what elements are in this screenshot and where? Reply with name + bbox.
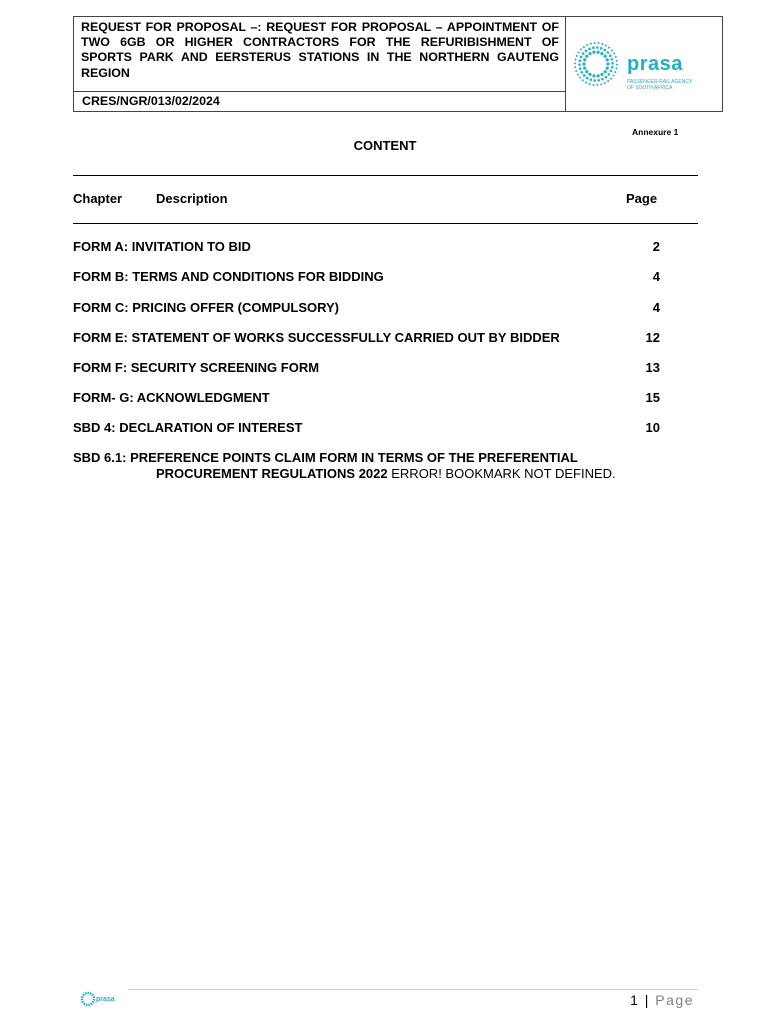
document-title: REQUEST FOR PROPOSAL –: REQUEST FOR PROPOSAL – APPOINTMENT OF TWO 6GB OR HIGHER CONTRACTORS FOR THE REFURIBISHMENT OF SPORTS PARK AND EERSTERUS STATIONS IN THE NORTHERN GAUTENG REGION xyxy=(74,17,566,91)
page-separator: | xyxy=(639,992,656,1008)
toc-item-continuation xyxy=(73,466,673,482)
toc-item-page: 2 xyxy=(652,239,660,254)
toc-item-sbd61[interactable] xyxy=(73,450,673,482)
document-header xyxy=(73,16,723,112)
toc-item-label: FORM E: STATEMENT OF WORKS SUCCESSFULLY CARRIED OUT BY BIDDER xyxy=(73,330,560,345)
annexure-label: Annexure 1 xyxy=(632,127,679,137)
toc-item-page: 4 xyxy=(652,269,660,284)
toc-item-label: SBD 6.1: PREFERENCE POINTS CLAIM FORM IN TERMS OF THE PREFERENTIAL xyxy=(73,450,578,465)
toc-item-page: 13 xyxy=(645,360,660,375)
footer-rule xyxy=(128,989,698,990)
toc-item-label: SBD 4: DECLARATION OF INTEREST xyxy=(73,420,303,435)
table-header-rule xyxy=(73,223,698,224)
toc-item-page: 10 xyxy=(645,420,660,435)
footer-prasa-logo xyxy=(80,990,122,1010)
footer-logo-word: prasa xyxy=(96,996,115,1003)
toc-item-label: FORM F: SECURITY SCREENING FORM xyxy=(73,360,320,375)
prasa-logo xyxy=(567,17,722,111)
toc-item-page: 4 xyxy=(652,300,660,315)
table-top-rule xyxy=(73,175,698,176)
toc-item-label: FORM- G: ACKNOWLEDGMENT xyxy=(73,390,270,405)
column-description: Description xyxy=(156,191,228,206)
toc-item-page: 15 xyxy=(645,390,660,405)
column-chapter: Chapter xyxy=(73,191,123,206)
page-number-value: 1 xyxy=(630,992,640,1008)
bookmark-error-text: ERROR! BOOKMARK NOT DEFINED. xyxy=(387,466,616,481)
logo-wordmark: prasa xyxy=(627,53,683,75)
content-heading: CONTENT xyxy=(353,138,417,153)
toc-item-page: 12 xyxy=(645,330,660,345)
column-page: Page xyxy=(626,191,658,206)
toc-item-label-cont: PROCUREMENT REGULATIONS 2022 xyxy=(156,466,388,481)
toc-item-label: FORM B: TERMS AND CONDITIONS FOR BIDDING xyxy=(73,269,384,284)
page-word: Page xyxy=(655,992,694,1008)
reference-number: CRES/NGR/013/02/2024 xyxy=(74,91,566,111)
toc-item-label: FORM C: PRICING OFFER (COMPULSORY) xyxy=(73,300,340,315)
prasa-sun-icon xyxy=(572,40,620,88)
page-number xyxy=(630,992,694,1008)
logo-subtitle: PASSENGER RAIL AGENCY OF SOUTH AFRICA xyxy=(627,79,693,91)
toc-item-label: FORM A: INVITATION TO BID xyxy=(73,239,251,254)
